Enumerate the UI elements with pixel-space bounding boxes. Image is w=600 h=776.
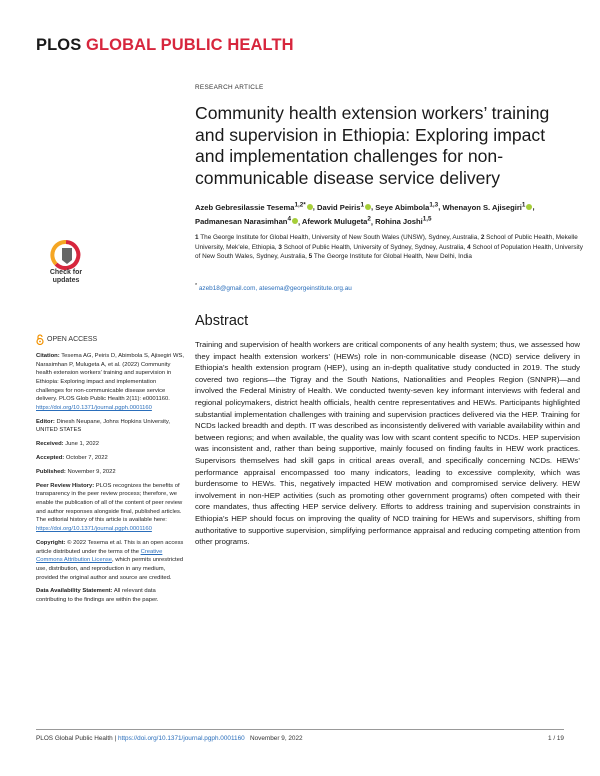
author [302, 217, 371, 226]
peer-review-text: PLOS recognizes the benefits of transparency in the peer review process; therefore, we enable the publication of all of the content of peer review and author responses alongside final, published articles. The editorial history of this article is available here: [36, 482, 183, 524]
orcid-icon[interactable] [307, 204, 313, 210]
affiliations [195, 233, 585, 262]
open-access-label: OPEN ACCESS [47, 336, 98, 343]
received-date: June 1, 2022 [65, 441, 100, 448]
editor-label: Editor: [36, 418, 55, 425]
affiliation [278, 244, 465, 251]
author [442, 203, 532, 212]
correspondence-marker: * [195, 283, 198, 289]
footer-date: November 9, 2022 [250, 735, 303, 742]
author-affiliation-marker: 1,5 [422, 215, 432, 223]
author-list: Azeb Gebresilassie Tesema$^{1,2*}$ , David Peiris$^1$ , Seye Abimbola$^{1,3}$, Whenayon S. Ajisegiri$^1$ , Padmanesan Narasimhan$^4$ , Afework Mulugeta$^2$, Rohina Joshi$^{1,5}$ [195, 201, 535, 227]
article-type: RESEARCH ARTICLE [195, 84, 264, 91]
editor-block [36, 418, 184, 435]
author-name: Padmanesan Narasimhan [195, 217, 288, 227]
peer-review-block [36, 482, 184, 534]
article-title: Community health extension workers’ training and supervision in Ethiopia: Exploring impact and implementation challenges for non-communicable disease service delivery [195, 103, 550, 188]
affiliation [195, 234, 479, 241]
author-name: Seye Abimbola [375, 202, 430, 212]
journal-masthead [36, 36, 294, 55]
journal-name: GLOBAL PUBLIC HEALTH [86, 36, 294, 54]
author [317, 203, 371, 212]
author-name: Whenayon S. Ajisegiri [442, 202, 522, 212]
received-block [36, 440, 184, 449]
article-info-sidebar [36, 352, 184, 610]
author-affiliation-marker: 1,3 [429, 201, 439, 208]
accepted-block [36, 454, 184, 463]
peer-review-label: Peer Review History: [36, 482, 95, 489]
footer-doi-link[interactable]: https://doi.org/10.1371/journal.pgph.0001160 [117, 735, 245, 742]
check-label-line2: updates [52, 277, 80, 284]
data-availability-label: Data Availability Statement: [36, 588, 113, 595]
data-availability-text: All relevant data contributing to the findings are within the paper. [36, 588, 159, 604]
author-affiliation-marker: 4 [287, 215, 291, 223]
copyright-block [36, 539, 184, 582]
orcid-icon[interactable] [526, 204, 532, 210]
page-footer [36, 735, 564, 742]
affiliation-text: School of Public Health, Mekelle University, Mek’ele, Ethiopia, [195, 234, 578, 251]
author [195, 217, 298, 226]
affiliation-number: 4 [467, 243, 471, 251]
affiliation [309, 253, 472, 260]
correspondence-emails[interactable]: azeb18@gmail.com, atesema@georgeinstitute.org.au [198, 285, 352, 293]
author-name: Rohina Joshi [375, 217, 423, 227]
footer-separator: | [112, 735, 118, 742]
orcid-icon[interactable] [292, 218, 298, 224]
abstract-heading: Abstract [195, 313, 249, 329]
citation-block [36, 352, 184, 413]
cc-license-link[interactable]: Creative Commons Attribution License [36, 548, 163, 564]
accepted-date: October 7, 2022 [65, 455, 108, 462]
copyright-label: Copyright: [36, 539, 66, 546]
page-number: 1 / 19 [548, 735, 564, 742]
affiliation-number: 3 [278, 243, 282, 251]
copyright-text-2: , which permits unrestricted use, distribution, and reproduction in any medium, provided the original author and source are credited. [36, 557, 184, 581]
affiliation-text: The George Institute for Global Health, New Delhi, India [313, 253, 472, 260]
affiliation-number: 5 [308, 253, 313, 260]
author-affiliation-marker: 1 [521, 201, 526, 208]
abstract-body: Training and supervision of health workers are critical components of any health system; thus, we assessed how they impact health extension workers’ (HEWs) role in non-communicable disease (NCD) service delivery in Ethiopia’s health extension program (HEP), using an in-depth qualitative study conducted in 2019. The study covered two regions—the Tigray and the South Nations, Nationalities and Peoples Region (SNNPR)—and involved the Federal Ministry of Health. We conducted twenty-seven key informant interviews with federal and regional policymakers, district health officials, health centre representatives and HEWs. Participants highlighted substantial implementation challenges with training and supervision practices delivered via the HEP. Training for NCDs lacked breadth and depth. IT was described as inconsistently delivered with variable availability within and between regions; and when available, the quality was low with scant content specific to NCDs. HEP supervision was inconsistent and, rather than being supportive, mainly focused on finding faults in HEW work practices. Supervisors themselves had skill gaps in critical areas overall, and specifically concerning NCDs. HEWs’ performance appraisal encompassed too many indicators, leading to excessive complexity, which was burdensome to HEWs. This, negatively impacted HEW motivation and compromised service delivery. HEW involvement in non-HEP activities (such as promoting other government programs) often competed with their core mandates, thus affecting HEP service delivery. Efforts to address training and supervision constraints in Ethiopia’s HEP should focus on improving the quality of NCD training for HEWs and supervisors, shifting from authoritative to supportive supervision, simplifying performance appraisal and reducing competing attention from other programs. [195, 340, 580, 547]
check-updates-icon [38, 240, 94, 270]
editor-text: Dinesh Neupane, Johns Hopkins University, UNITED STATES [36, 418, 171, 434]
check-for-updates-label [38, 269, 94, 285]
citation-doi-link[interactable]: https://doi.org/10.1371/journal.pgph.0001160 [36, 404, 152, 411]
author-name: David Peiris [316, 202, 361, 212]
copyright-text-1: © 2022 Tesema et al. This is an open access article distributed under the terms of the [36, 539, 184, 555]
received-label: Received: [36, 441, 64, 448]
accepted-label: Accepted: [36, 455, 65, 462]
affiliation-text: The George Institute for Global Health, University of New South Wales (UNSW), Sydney, Australia, [200, 234, 480, 241]
citation-text: Tesema AG, Peiris D, Abimbola S, Ajisegiri WS, Narasimhan P, Mulugeta A, et al. (2022) Community health extension workers’ training and supervision in Ethiopia: Exploring impact and implementation challenges for non-communicable disease service delivery. PLOS Glob Public Health 2(11): e0001160. [36, 353, 184, 403]
affiliation-number: 2 [480, 234, 485, 241]
peer-review-doi-link[interactable]: https://doi.org/10.1371/journal.pgph.0001160 [36, 526, 152, 533]
author [195, 203, 313, 212]
author [375, 217, 432, 226]
data-availability-block [36, 587, 184, 604]
affiliation-text: School of Population Health, University of New South Wales, Sydney, Australia, [195, 243, 583, 260]
author-name: Azeb Gebresilassie Tesema [195, 202, 295, 212]
author-affiliation-marker: 1 [360, 201, 364, 208]
author-affiliation-marker: 2 [367, 215, 371, 223]
open-access-badge [36, 334, 97, 345]
author [375, 203, 438, 212]
correspondence [195, 283, 575, 292]
footer-journal: PLOS Global Public Health [36, 735, 113, 742]
affiliation-text: School of Public Health, University of Sydney, Sydney, Australia, [283, 243, 466, 251]
plos-wordmark: PLOS [36, 36, 82, 54]
orcid-icon[interactable] [365, 204, 371, 210]
citation-label: Citation: [36, 353, 60, 359]
published-block [36, 468, 184, 477]
affiliation-number: 1 [195, 234, 199, 241]
author-name: Afework Mulugeta [301, 217, 368, 227]
open-lock-icon [36, 334, 44, 345]
author-affiliation-marker: 1,2* [294, 201, 306, 208]
published-date: November 9, 2022 [67, 468, 116, 475]
published-label: Published: [36, 468, 66, 475]
check-label-line1: Check for [49, 269, 83, 276]
footer-divider [36, 729, 564, 730]
